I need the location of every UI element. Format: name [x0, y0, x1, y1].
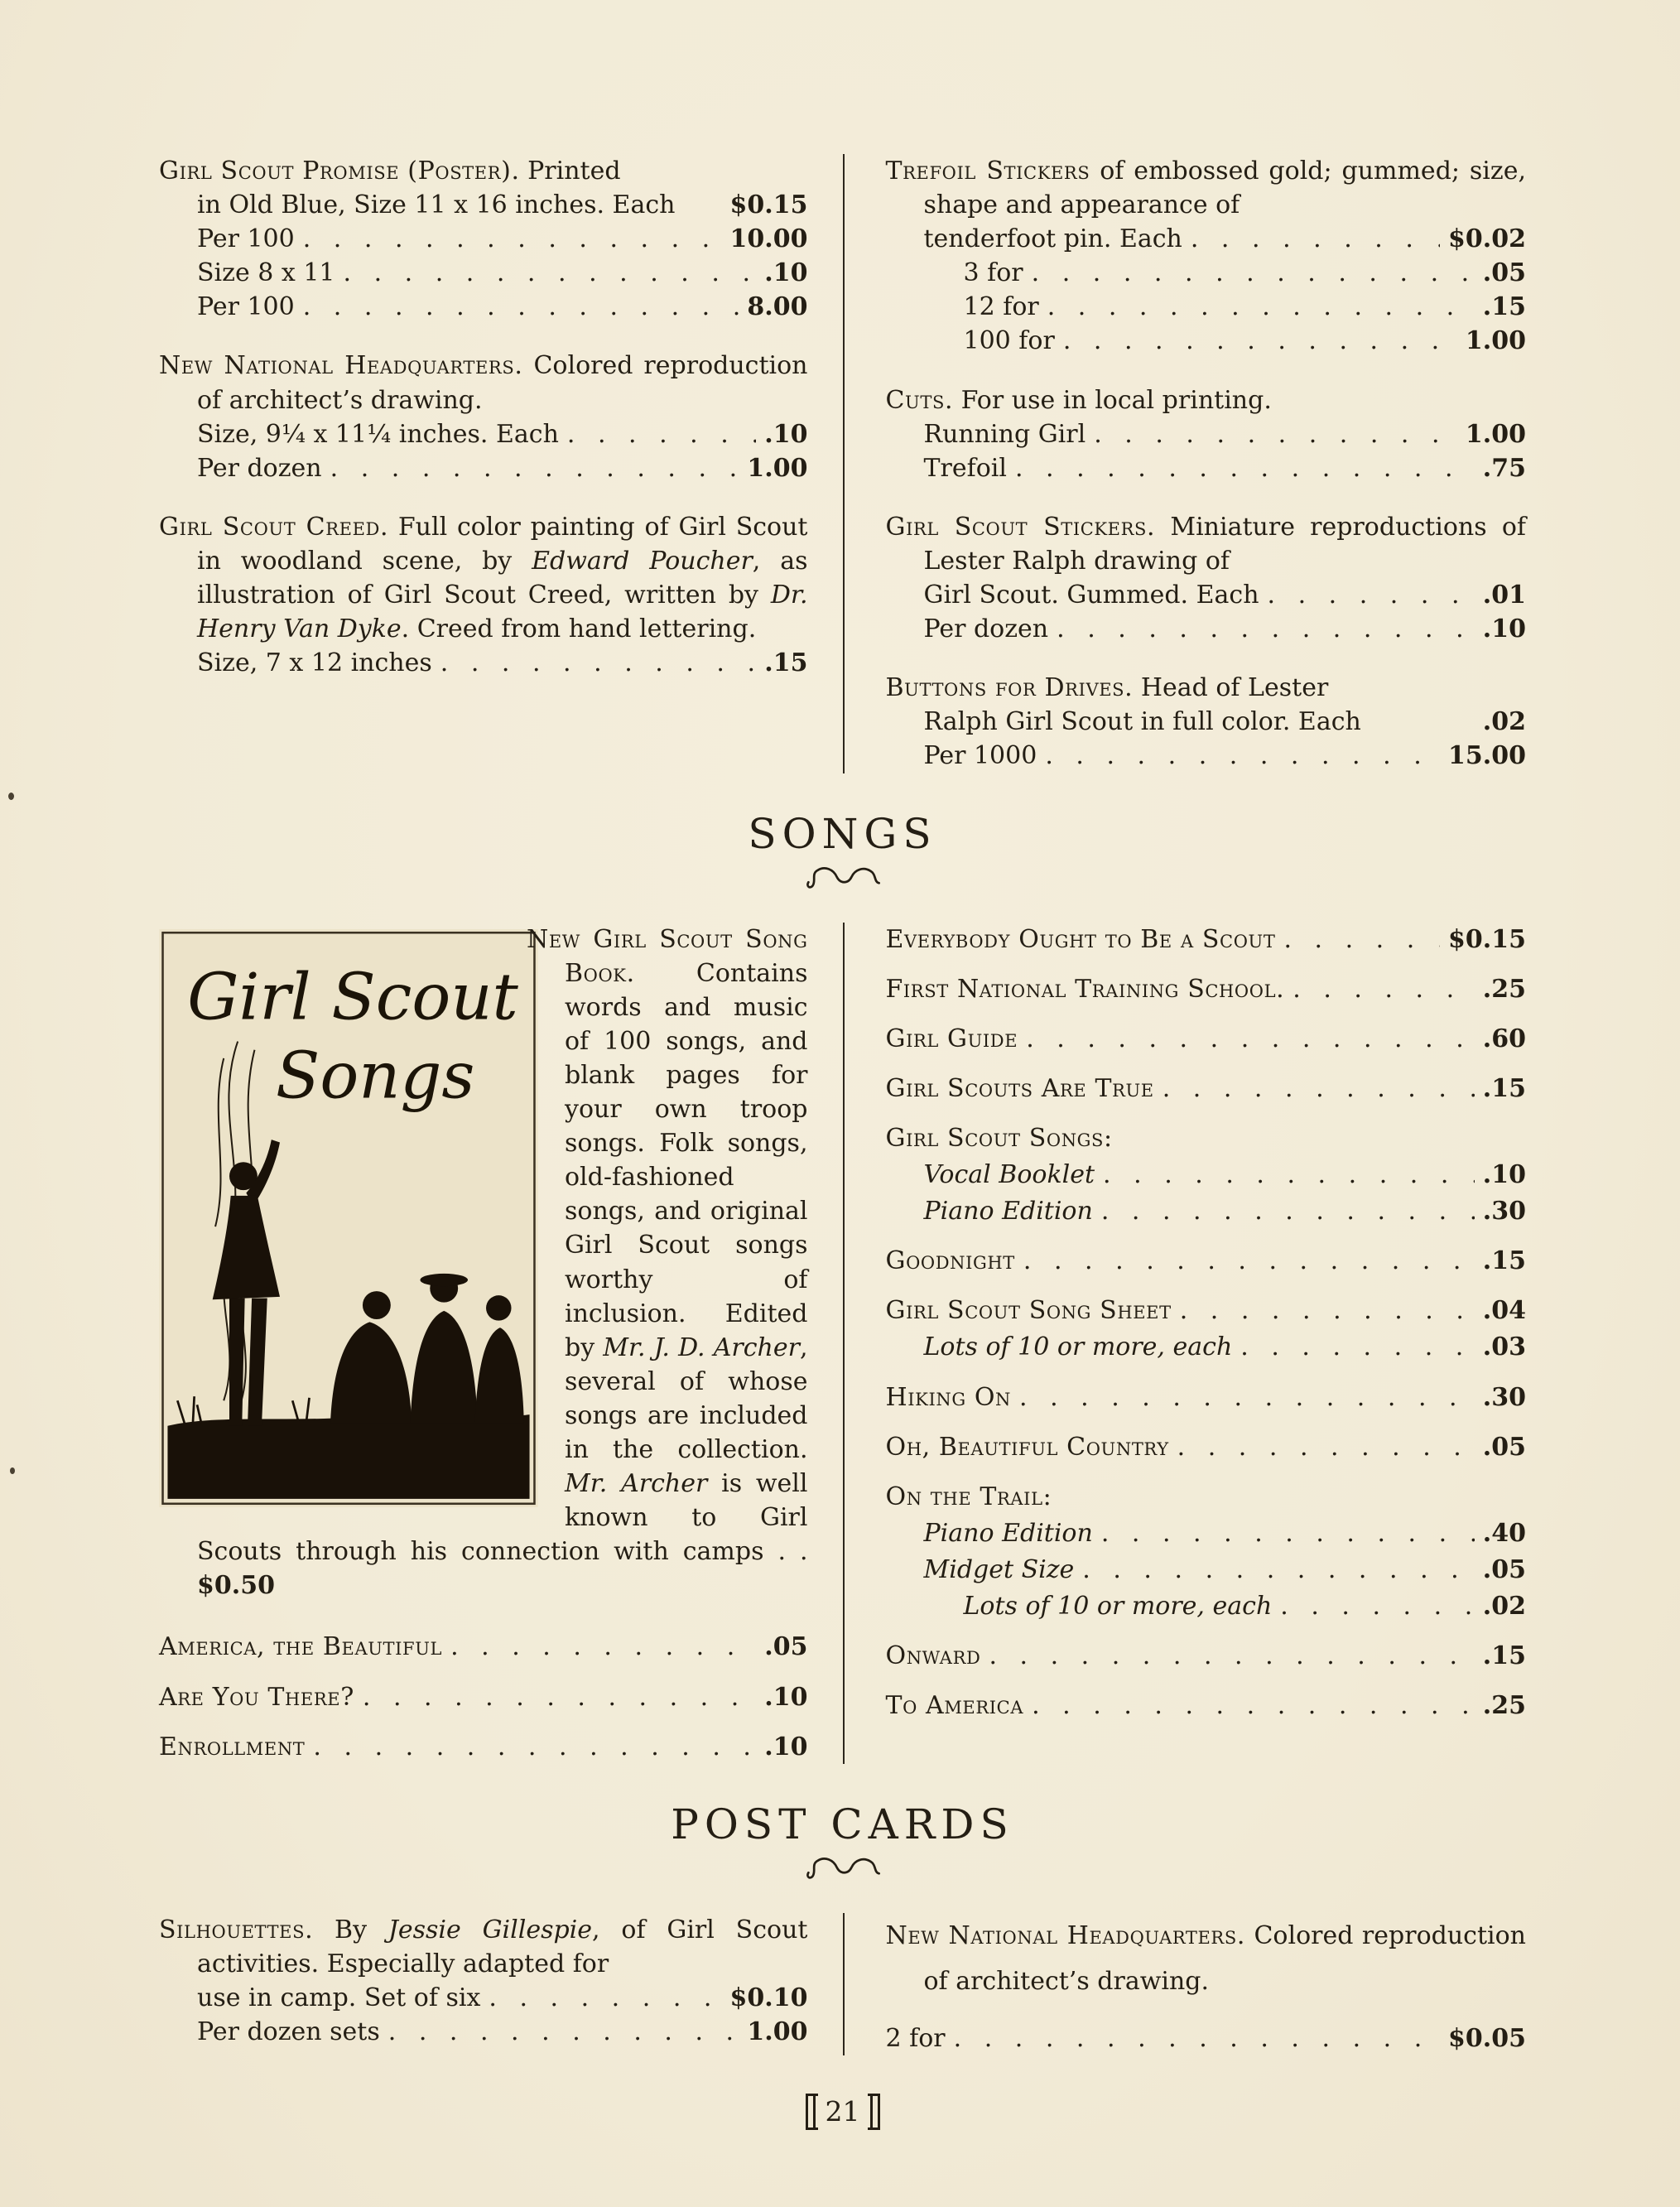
item-label	[924, 451, 1007, 485]
price-row	[159, 1680, 808, 1714]
dot-leader	[1063, 324, 1457, 358]
dot-leader	[1103, 1158, 1475, 1192]
item-label	[924, 1330, 1233, 1364]
price-value: 15.00	[1448, 741, 1526, 771]
catalog-entry	[159, 510, 808, 680]
text-segment: in Old Blue, Size 11 x 16 inches. Each	[197, 190, 676, 220]
text-segment: Mr. J. D. Archer	[603, 1332, 800, 1362]
price-value: 10.00	[729, 224, 808, 254]
dot-leader	[1026, 1022, 1475, 1056]
text-segment: , as illustration of Girl Scout Creed, written by	[197, 546, 808, 610]
item-label	[159, 1680, 354, 1714]
price-value: .30	[1482, 1197, 1526, 1226]
text-segment: Head of Lester	[1133, 673, 1329, 703]
text-segment: 3 for	[963, 258, 1023, 288]
page-number	[806, 2094, 880, 2130]
text-segment: , several of whose songs are included in the collection.	[565, 1332, 808, 1464]
top-left-column	[159, 154, 843, 773]
text-segment: Per 1000	[923, 741, 1037, 771]
price-value: .60	[1482, 1024, 1526, 1053]
text-segment: Everybody Ought to Be a Scout	[885, 924, 1276, 954]
dot-leader	[1023, 1244, 1475, 1278]
price-value: .30	[1482, 1382, 1526, 1412]
entry-text	[159, 349, 808, 417]
item-label	[924, 1553, 1075, 1587]
price-value: .10	[764, 258, 808, 288]
scroll-ornament	[159, 1853, 1526, 1891]
text-segment: Girl Scouts Are True	[885, 1073, 1154, 1103]
item-label	[924, 612, 1049, 646]
price-row	[886, 451, 1527, 485]
dot-leader	[313, 1730, 756, 1764]
scroll-ornament-glyph	[800, 1853, 886, 1882]
text-segment: Onward	[885, 1641, 981, 1671]
text-segment: New National Headquarters.	[159, 351, 523, 381]
dot-leader	[1240, 1330, 1475, 1364]
post-cards-right-column	[843, 1913, 1527, 2055]
text-segment: Full color painting of Girl Scout in woodland scene, by	[197, 512, 808, 576]
price-row	[886, 1194, 1527, 1228]
price-value: .15	[1482, 1246, 1526, 1276]
scroll-ornament	[159, 862, 1526, 901]
text-segment: Miniature reproductions of Lester Ralph drawing of	[923, 512, 1526, 576]
price-row	[159, 1981, 808, 2015]
price-row	[886, 739, 1527, 773]
top-section	[159, 154, 1526, 773]
price-value: .15	[1482, 292, 1526, 322]
text-segment: Hiking On	[885, 1382, 1011, 1412]
price-value: .03	[1482, 1332, 1526, 1362]
price-row	[886, 1689, 1527, 1723]
item-label	[197, 646, 432, 680]
text-segment: Enrollment	[159, 1732, 306, 1761]
page-number-value: 21	[825, 2095, 860, 2128]
price-row	[159, 1630, 808, 1664]
text-segment: Per dozen sets	[197, 2017, 380, 2047]
text-segment: Contains words and music of 100 songs, and blank pages for your own troop songs. Folk songs, old-fashioned songs, and original Girl Scout songs worthy of inclusion. Edited by	[565, 958, 808, 1362]
dot-leader	[388, 2015, 739, 2049]
text-segment: Goodnight	[885, 1246, 1015, 1276]
price-value: .05	[764, 1632, 808, 1662]
text-segment: Lots of 10 or more, each	[923, 1332, 1233, 1362]
dot-leader	[440, 646, 757, 680]
price-value: $0.10	[729, 1983, 808, 2013]
item-label	[964, 256, 1023, 290]
paper-speck	[8, 793, 14, 800]
price-row	[886, 923, 1527, 957]
text-segment: First National Training School.	[885, 974, 1285, 1004]
price-value: 1.00	[747, 2017, 808, 2047]
paper-speck	[10, 1467, 15, 1474]
dot-leader	[954, 2021, 1440, 2055]
text-segment: America, the Beautiful	[159, 1632, 443, 1662]
price-row	[886, 222, 1527, 256]
text-segment: Trefoil Stickers	[885, 157, 1090, 186]
dot-leader	[1019, 1381, 1475, 1414]
price-row	[886, 1121, 1527, 1155]
item-label	[886, 972, 1285, 1006]
price-value: .15	[1482, 1073, 1526, 1103]
item-label	[886, 1121, 1113, 1155]
price-row	[159, 2015, 808, 2049]
dot-leader	[1094, 417, 1457, 451]
text-segment: On the Trail:	[885, 1482, 1052, 1511]
dot-leader	[989, 1639, 1474, 1673]
price-row	[886, 417, 1527, 451]
price-row	[159, 451, 808, 485]
text-segment: Girl Scout. Gummed. Each	[923, 581, 1259, 610]
price-value: 1.00	[1465, 326, 1526, 356]
text-segment: Edward Poucher	[532, 546, 753, 576]
post-cards-heading: POST CARDS	[671, 1800, 1014, 1848]
item-label	[886, 1381, 1012, 1414]
text-segment: Size, 7 x 12 inches	[197, 648, 432, 678]
item-label	[159, 1630, 442, 1664]
text-segment: 2 for	[885, 2023, 946, 2053]
cover-title-line2: Songs	[276, 1038, 475, 1113]
price-row	[886, 578, 1527, 612]
catalog-entry	[886, 383, 1527, 485]
price-value: .05	[1482, 258, 1526, 288]
item-label	[886, 1689, 1024, 1723]
post-cards-left-column	[159, 1913, 843, 2055]
item-label	[886, 1639, 981, 1673]
page-number-left-bracket	[806, 2094, 818, 2130]
price-row	[159, 290, 808, 324]
price-row	[886, 324, 1527, 358]
price-row	[886, 1294, 1527, 1328]
entry-text	[159, 1913, 808, 1981]
catalog-entry	[886, 671, 1527, 773]
text-segment: 12 for	[963, 292, 1039, 322]
item-label	[197, 2015, 380, 2049]
dot-leader	[1268, 578, 1475, 612]
price-row	[886, 972, 1527, 1006]
text-segment: 100 for	[963, 326, 1055, 356]
item-label	[964, 1589, 1273, 1623]
price-value: $0.05	[1448, 2023, 1526, 2053]
price-row	[886, 1480, 1527, 1514]
entry-text	[159, 510, 808, 646]
price-value: .02	[1482, 707, 1526, 737]
price-value: .25	[1482, 974, 1526, 1004]
price-value: .15	[1482, 1641, 1526, 1671]
text-segment: tenderfoot pin. Each	[923, 224, 1182, 254]
price-row	[159, 1730, 808, 1764]
item-label	[924, 705, 1361, 739]
dot-leader	[1101, 1194, 1475, 1228]
catalog-entry	[886, 510, 1527, 646]
item-label	[886, 1430, 1169, 1464]
price-value: $0.15	[729, 190, 808, 220]
post-cards-section	[159, 1913, 1526, 2055]
text-segment: For use in local printing.	[953, 385, 1272, 415]
item-label	[197, 188, 675, 222]
price-value: .04	[1482, 1296, 1526, 1326]
item-label	[964, 290, 1039, 324]
item-label	[197, 256, 335, 290]
price-value: 1.00	[747, 453, 808, 483]
songs-section	[159, 923, 1526, 1764]
item-label	[924, 1194, 1093, 1228]
price-row	[886, 1244, 1527, 1278]
text-segment: Per dozen	[923, 614, 1049, 644]
catalog-entry	[159, 154, 808, 324]
price-value: .75	[1482, 453, 1526, 483]
dot-leader	[344, 256, 757, 290]
price-row	[886, 612, 1527, 646]
item-label	[924, 222, 1182, 256]
item-label	[924, 417, 1086, 451]
catalog-entry	[886, 154, 1527, 359]
top-right-column	[843, 154, 1527, 773]
dot-leader	[303, 290, 739, 324]
price-row	[886, 1330, 1527, 1364]
dot-leader	[1032, 256, 1475, 290]
scroll-ornament-glyph	[800, 862, 886, 892]
catalog-entry	[886, 1913, 1527, 2055]
price-row	[886, 2021, 1527, 2055]
text-segment: Printed	[519, 157, 621, 186]
text-segment: Cuts.	[885, 385, 954, 415]
text-segment: Girl Scout Promise (Poster).	[159, 157, 520, 186]
entry-text	[886, 510, 1527, 578]
price-value: .10	[764, 419, 808, 449]
price-row	[886, 705, 1527, 739]
text-segment: To America	[885, 1691, 1024, 1721]
price-row	[886, 1022, 1527, 1056]
text-segment: Girl Scout Creed.	[159, 512, 389, 542]
text-segment: Girl Scout Song Sheet	[885, 1296, 1172, 1326]
text-segment: Jessie Gillespie	[388, 1915, 593, 1944]
dot-leader	[450, 1630, 756, 1664]
text-segment: Oh, Beautiful Country	[885, 1432, 1169, 1462]
text-segment: Size, 9¼ x 11¼ inches. Each	[197, 419, 559, 449]
text-segment: Are You There?	[159, 1682, 354, 1712]
item-label	[197, 417, 559, 451]
item-label	[886, 2021, 946, 2055]
text-segment: Midget Size	[923, 1554, 1075, 1584]
dot-leader	[1032, 1689, 1475, 1723]
price-value: $0.15	[1448, 924, 1526, 954]
price-value: 1.00	[1465, 419, 1526, 449]
price-value: .15	[764, 648, 808, 678]
item-label	[924, 1158, 1095, 1192]
text-segment: Per dozen	[197, 453, 322, 483]
item-label	[159, 1730, 305, 1764]
price-value: .10	[764, 1732, 808, 1761]
text-segment: Piano Edition	[923, 1197, 1093, 1226]
cover-title-line1: Girl Scout	[187, 960, 518, 1035]
entry-text	[886, 154, 1527, 222]
dot-leader	[1047, 290, 1475, 324]
text-segment: Per 100	[197, 224, 295, 254]
text-segment: Girl Scout Songs:	[885, 1123, 1113, 1153]
catalog-entry	[159, 1913, 808, 2049]
text-segment: $0.50	[197, 1571, 275, 1601]
entry-text	[886, 671, 1527, 705]
text-segment: is well known to Girl Scouts through his connection with camps . .	[197, 1469, 808, 1567]
songs-left-column	[159, 923, 843, 1764]
item-label	[886, 923, 1276, 957]
dot-leader	[1045, 739, 1440, 773]
price-row	[159, 646, 808, 680]
dot-leader	[303, 222, 722, 256]
text-segment: Ralph Girl Scout in full color. Each	[923, 707, 1361, 737]
price-value: .10	[1482, 614, 1526, 644]
price-row	[886, 1553, 1527, 1587]
song-book-cover-art	[159, 929, 538, 1507]
dot-leader	[1191, 222, 1440, 256]
item-label	[886, 1244, 1015, 1278]
text-segment: use in camp. Set of six	[197, 1983, 481, 2013]
dot-leader	[1177, 1430, 1475, 1464]
price-row	[159, 417, 808, 451]
item-label	[886, 1294, 1172, 1328]
item-label	[924, 578, 1259, 612]
text-segment: , of Girl Scout activities. Especially adapted for	[197, 1915, 808, 1978]
item-label	[197, 1981, 480, 2015]
text-segment: New National Headquarters.	[885, 1920, 1245, 1950]
songs-right-price-list	[843, 923, 1527, 1764]
text-segment: of embossed gold; gummed; size, shape and appearance of	[923, 157, 1526, 220]
price-row	[886, 1639, 1527, 1673]
text-segment: Silhouettes.	[159, 1915, 314, 1944]
dot-leader	[1292, 972, 1475, 1006]
text-segment: Running Girl	[923, 419, 1086, 449]
item-label	[886, 1072, 1154, 1106]
dot-leader	[567, 417, 756, 451]
text-segment: New Girl Scout Song Book.	[527, 924, 808, 988]
price-row	[886, 1072, 1527, 1106]
text-segment: Size 8 x 11	[197, 258, 335, 288]
price-value: .02	[1482, 1592, 1526, 1621]
text-segment: Girl Scout Stickers.	[885, 512, 1156, 542]
dot-leader	[1015, 451, 1475, 485]
price-row	[159, 222, 808, 256]
price-value: $0.02	[1448, 224, 1526, 254]
price-value: 8.00	[747, 292, 808, 322]
text-segment: Piano Edition	[923, 1518, 1093, 1548]
price-value: .10	[1482, 1160, 1526, 1190]
text-segment: Colored reproduction of architect’s drawing.	[923, 1920, 1526, 1997]
price-row	[159, 256, 808, 290]
price-value: .05	[1482, 1432, 1526, 1462]
dot-leader	[1283, 923, 1440, 957]
item-label	[886, 1480, 1052, 1514]
price-row	[886, 1589, 1527, 1623]
price-row	[886, 1381, 1527, 1414]
dot-leader	[489, 1981, 721, 2015]
text-segment: Dr. Henry Van Dyke	[197, 581, 808, 644]
text-segment: Colored reproduction of architect’s drawing.	[197, 351, 808, 415]
price-value: .10	[764, 1682, 808, 1712]
text-segment: By	[313, 1915, 388, 1944]
price-row	[886, 1430, 1527, 1464]
text-segment: Trefoil	[923, 453, 1007, 483]
price-value: .01	[1482, 581, 1526, 610]
dot-leader	[1082, 1553, 1475, 1587]
songs-left-price-list	[159, 1602, 808, 1763]
page-number-right-bracket	[868, 2094, 880, 2130]
item-label	[197, 290, 295, 324]
song-book-cover-image	[159, 929, 538, 1507]
dot-leader	[1163, 1072, 1475, 1106]
price-row	[159, 188, 808, 222]
entry-text	[159, 154, 808, 188]
price-row	[886, 1516, 1527, 1550]
item-label	[886, 1022, 1018, 1056]
item-label	[964, 324, 1055, 358]
text-segment: Mr. Archer	[565, 1469, 708, 1499]
text-segment: Per 100	[197, 292, 295, 322]
text-segment: Vocal Booklet	[923, 1160, 1095, 1190]
price-row	[886, 1158, 1527, 1192]
songs-heading: SONGS	[748, 809, 937, 858]
text-segment: Girl Guide	[885, 1024, 1018, 1053]
dot-leader	[1057, 612, 1475, 646]
dot-leader	[1101, 1516, 1475, 1550]
dot-leader	[330, 451, 739, 485]
item-label	[197, 451, 322, 485]
entry-text	[886, 1913, 1527, 2005]
price-row	[886, 256, 1527, 290]
text-segment: . Creed from hand lettering.	[401, 614, 757, 644]
price-value: .40	[1482, 1518, 1526, 1548]
item-label	[924, 739, 1037, 773]
catalog-entry	[159, 349, 808, 484]
text-segment: Lots of 10 or more, each	[963, 1592, 1273, 1621]
dot-leader	[363, 1680, 756, 1714]
text-segment: Buttons for Drives.	[885, 673, 1134, 703]
item-label	[924, 1516, 1093, 1550]
price-value: .05	[1482, 1554, 1526, 1584]
page-footer	[159, 2094, 1526, 2139]
dot-leader	[1180, 1294, 1475, 1328]
item-label	[197, 222, 295, 256]
entry-text	[886, 383, 1527, 417]
price-value: .25	[1482, 1691, 1526, 1721]
price-row	[886, 290, 1527, 324]
dot-leader	[1280, 1589, 1475, 1623]
